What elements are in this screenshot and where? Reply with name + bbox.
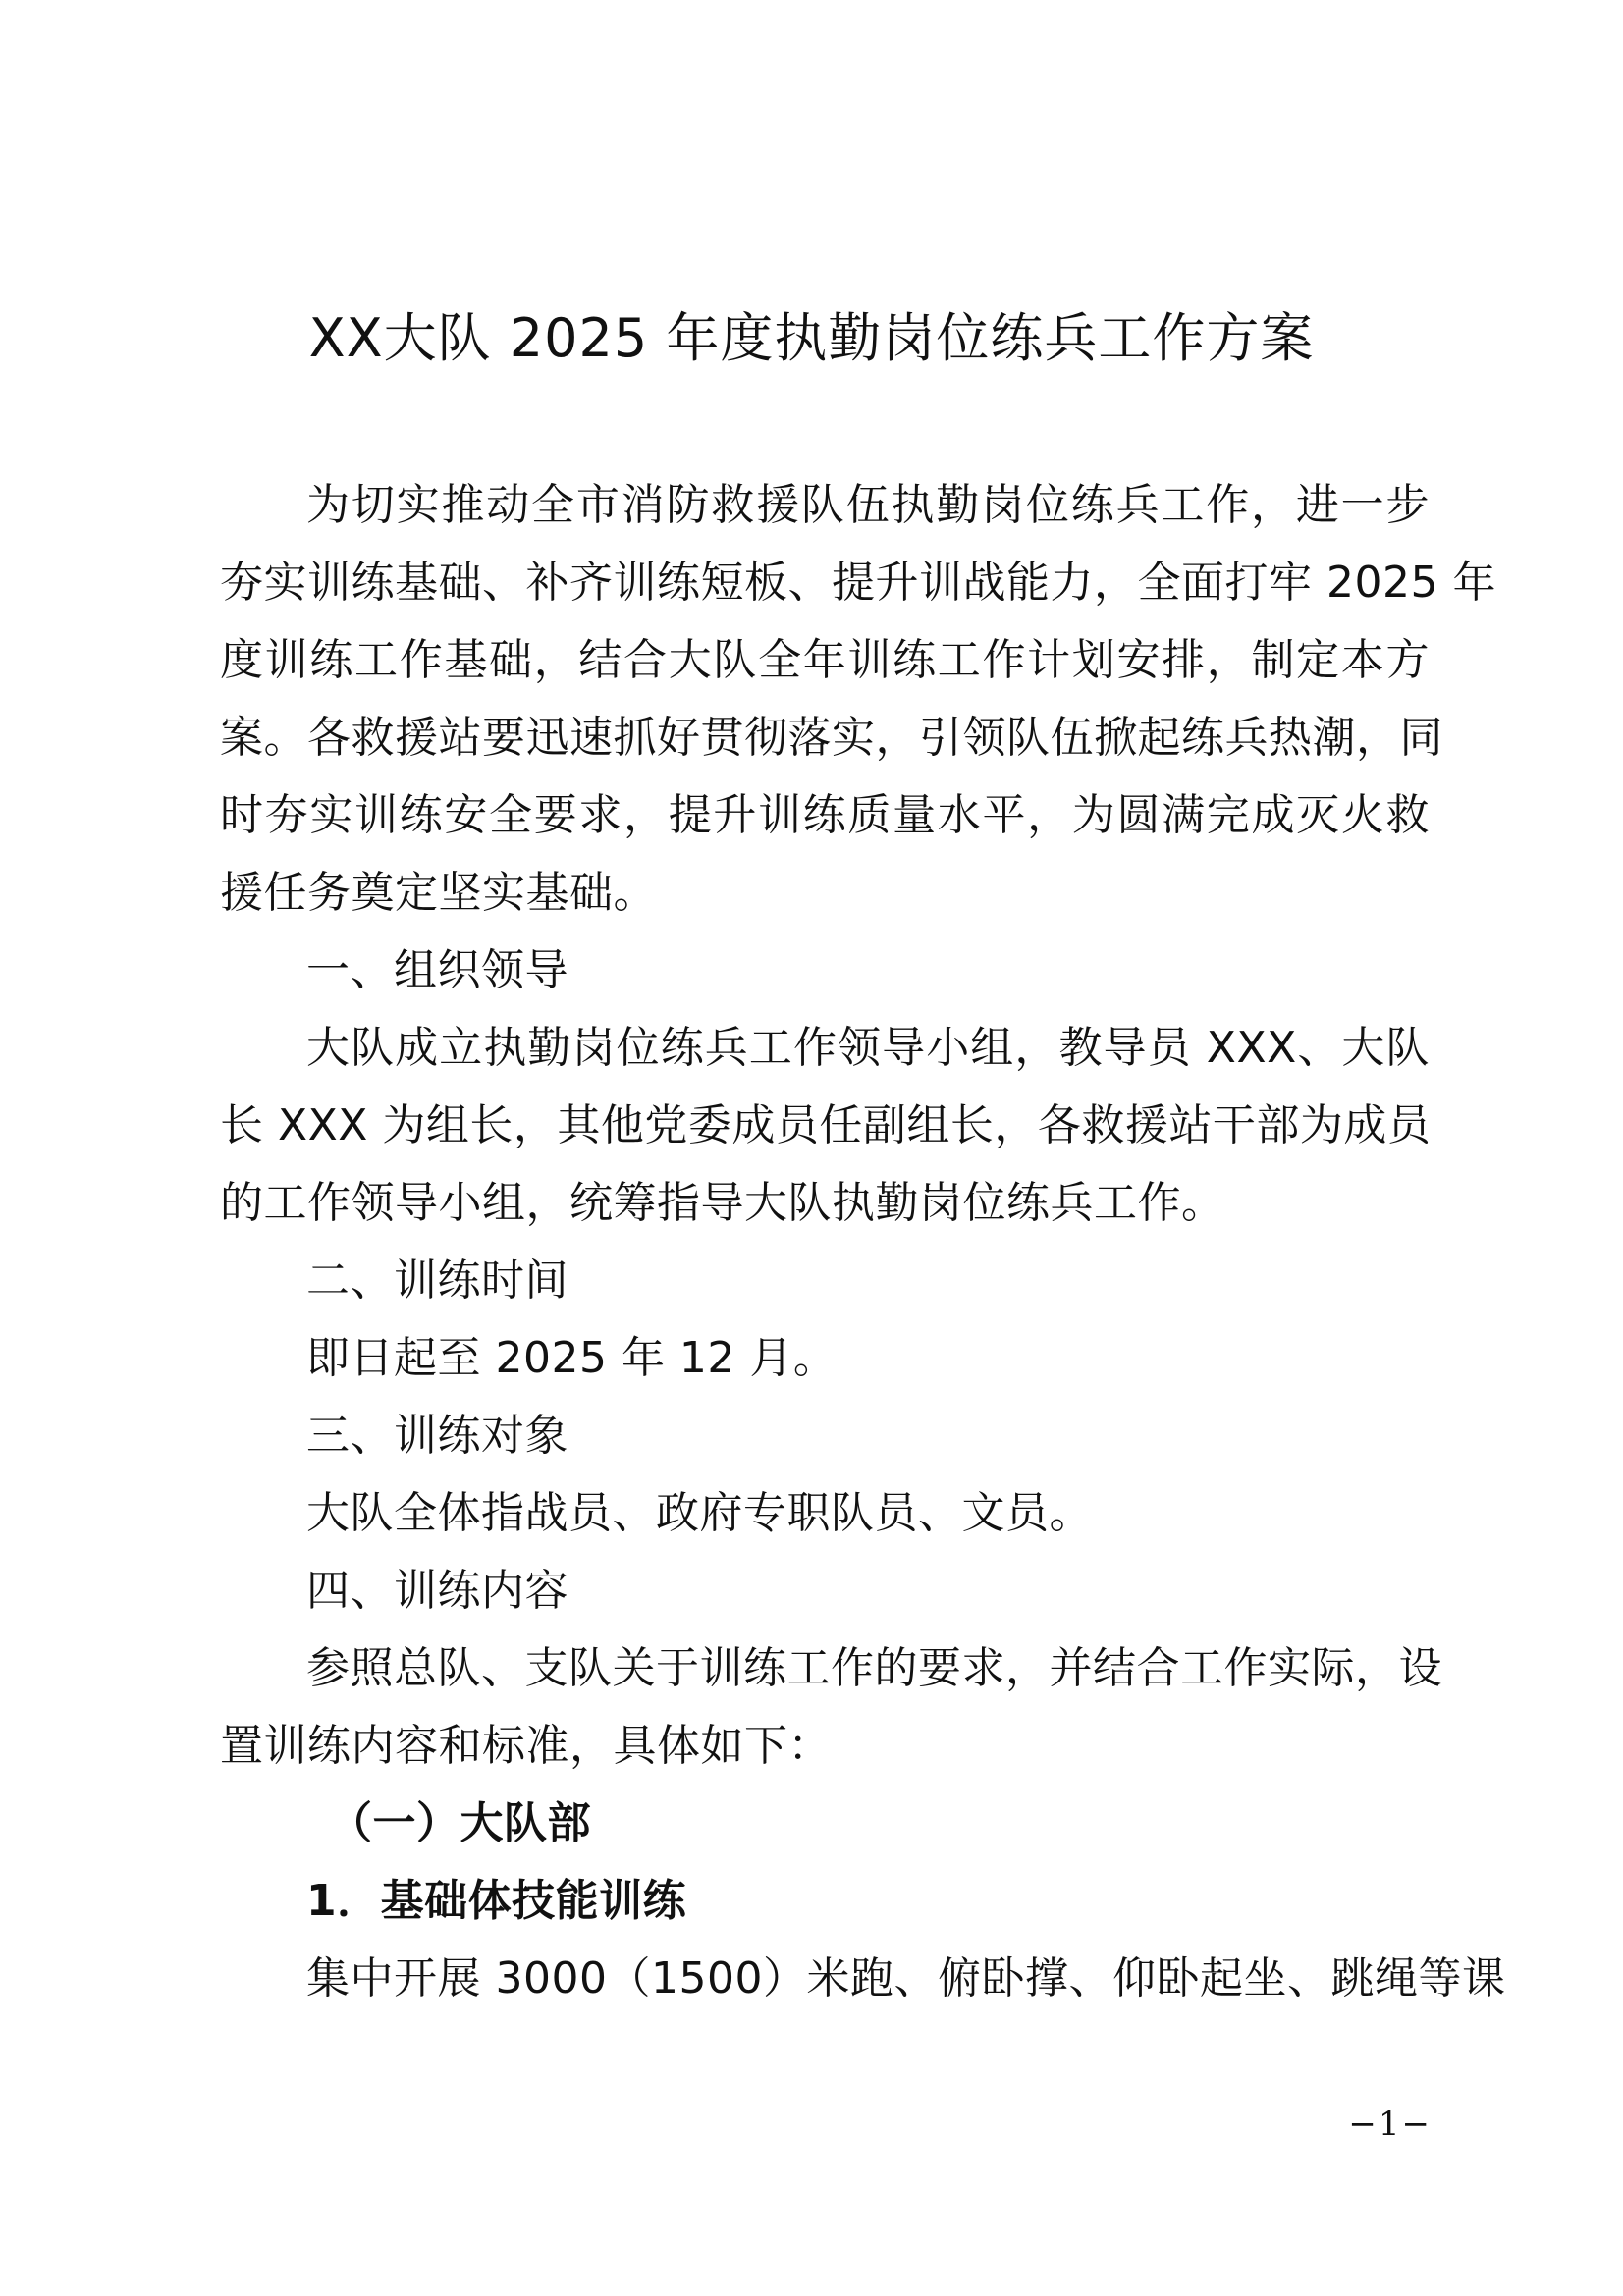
section3-body: 大队全体指战员、政府专职队员、文员。: [306, 1488, 1093, 1538]
section1-line-3: 的工作领导小组，统筹指导大队执勤岗位练兵工作。: [220, 1178, 1225, 1228]
item1-heading: 1．基础体技能训练: [306, 1876, 687, 1926]
document-title: XX大队 2025 年度执勤岗位练兵工作方案: [308, 307, 1315, 369]
intro-line-3: 度训练工作基础，结合大队全年训练工作计划安排，制定本方: [220, 635, 1430, 685]
section4-heading: 四、训练内容: [306, 1566, 568, 1616]
section1-heading: 一、组织领导: [306, 945, 568, 995]
section2-heading: 二、训练时间: [306, 1255, 568, 1306]
intro-line-2: 夯实训练基础、补齐训练短板、提升训战能力，全面打牢 2025 年: [220, 558, 1496, 608]
intro-line-5: 时夯实训练安全要求，提升训练质量水平，为圆满完成灭火救: [220, 790, 1430, 840]
item1-body: 集中开展 3000（1500）米跑、俯卧撑、仰卧起坐、跳绳等课: [306, 1953, 1506, 2003]
section1-line-2: 长 XXX 为组长，其他党委成员任副组长，各救援站干部为成员: [220, 1100, 1432, 1150]
section4-line-2: 置训练内容和标准，具体如下：: [220, 1721, 832, 1771]
intro-line-6: 援任务奠定坚实基础。: [220, 868, 657, 918]
section3-heading: 三、训练对象: [306, 1411, 568, 1461]
section2-body: 即日起至 2025 年 12 月。: [306, 1333, 838, 1383]
subsection1-heading: （一）大队部: [329, 1798, 591, 1848]
page-number: −1−: [1348, 2105, 1432, 2144]
intro-line-4: 案。各救援站要迅速抓好贯彻落实，引领队伍掀起练兵热潮，同: [220, 713, 1443, 763]
intro-line-1: 为切实推动全市消防救援队伍执勤岗位练兵工作，进一步: [306, 480, 1430, 530]
section1-line-1: 大队成立执勤岗位练兵工作领导小组，教导员 XXX、大队: [306, 1023, 1430, 1073]
section4-line-1: 参照总队、支队关于训练工作的要求，并结合工作实际，设: [306, 1643, 1442, 1693]
